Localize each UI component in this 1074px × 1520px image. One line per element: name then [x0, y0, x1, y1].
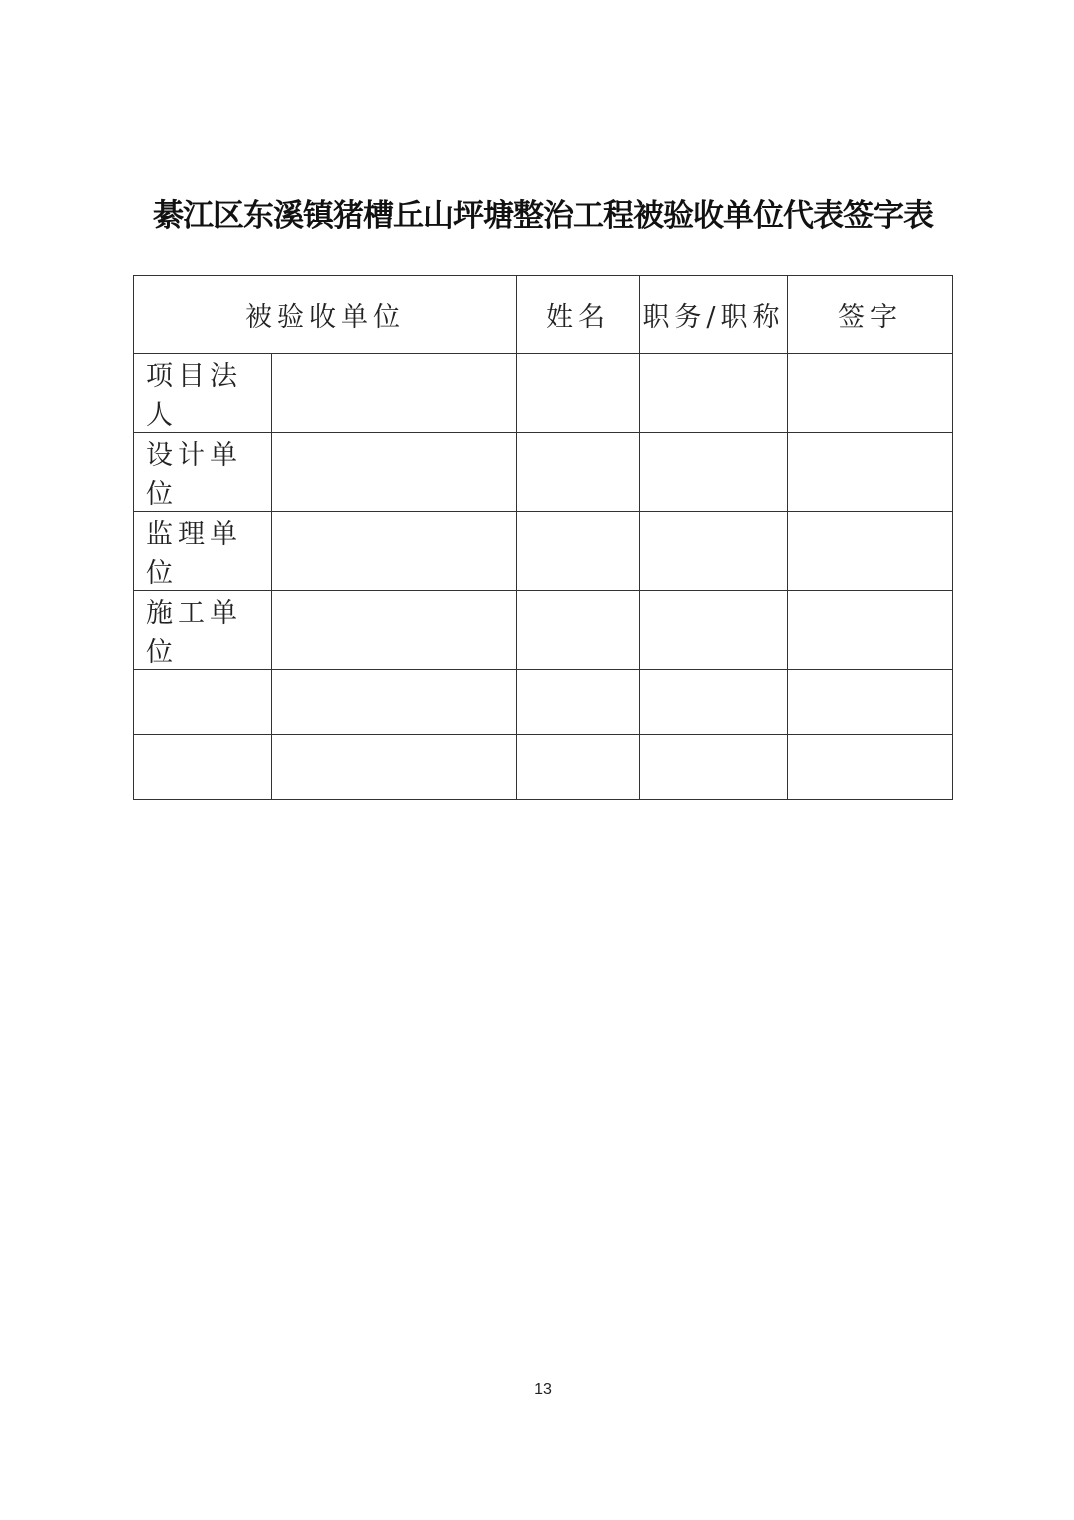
signature-cell[interactable] [788, 512, 953, 591]
table-row [134, 354, 953, 433]
header-unit: 被验收单位 [134, 276, 517, 354]
signature-cell[interactable] [788, 735, 953, 800]
signature-table [133, 275, 953, 800]
signature-cell[interactable] [788, 433, 953, 512]
unit-name-cell[interactable] [272, 433, 517, 512]
role-label: 项目法人 [134, 354, 272, 433]
position-cell[interactable] [640, 591, 788, 670]
role-label[interactable] [134, 670, 272, 735]
table-header-row [134, 276, 953, 354]
position-cell[interactable] [640, 354, 788, 433]
unit-name-cell[interactable] [272, 670, 517, 735]
header-position: 职务/职称 [640, 276, 788, 354]
position-cell[interactable] [640, 512, 788, 591]
name-cell[interactable] [517, 591, 640, 670]
name-cell[interactable] [517, 735, 640, 800]
header-signature: 签字 [788, 276, 953, 354]
table-row [134, 591, 953, 670]
position-cell[interactable] [640, 433, 788, 512]
table-row [134, 670, 953, 735]
role-label[interactable] [134, 735, 272, 800]
table-row [134, 735, 953, 800]
signature-cell[interactable] [788, 670, 953, 735]
unit-name-cell[interactable] [272, 512, 517, 591]
unit-name-cell[interactable] [272, 591, 517, 670]
header-name: 姓名 [517, 276, 640, 354]
page-number: 13 [534, 1381, 552, 1398]
signature-cell[interactable] [788, 591, 953, 670]
name-cell[interactable] [517, 433, 640, 512]
table-row [134, 512, 953, 591]
signature-cell[interactable] [788, 354, 953, 433]
name-cell[interactable] [517, 512, 640, 591]
role-label: 监理单位 [134, 512, 272, 591]
name-cell[interactable] [517, 354, 640, 433]
name-cell[interactable] [517, 670, 640, 735]
role-label: 施工单位 [134, 591, 272, 670]
document-title: 綦江区东溪镇猪槽丘山坪塘整治工程被验收单位代表签字表 [153, 198, 933, 234]
unit-name-cell[interactable] [272, 735, 517, 800]
position-cell[interactable] [640, 735, 788, 800]
unit-name-cell[interactable] [272, 354, 517, 433]
position-cell[interactable] [640, 670, 788, 735]
table-row [134, 433, 953, 512]
role-label: 设计单位 [134, 433, 272, 512]
